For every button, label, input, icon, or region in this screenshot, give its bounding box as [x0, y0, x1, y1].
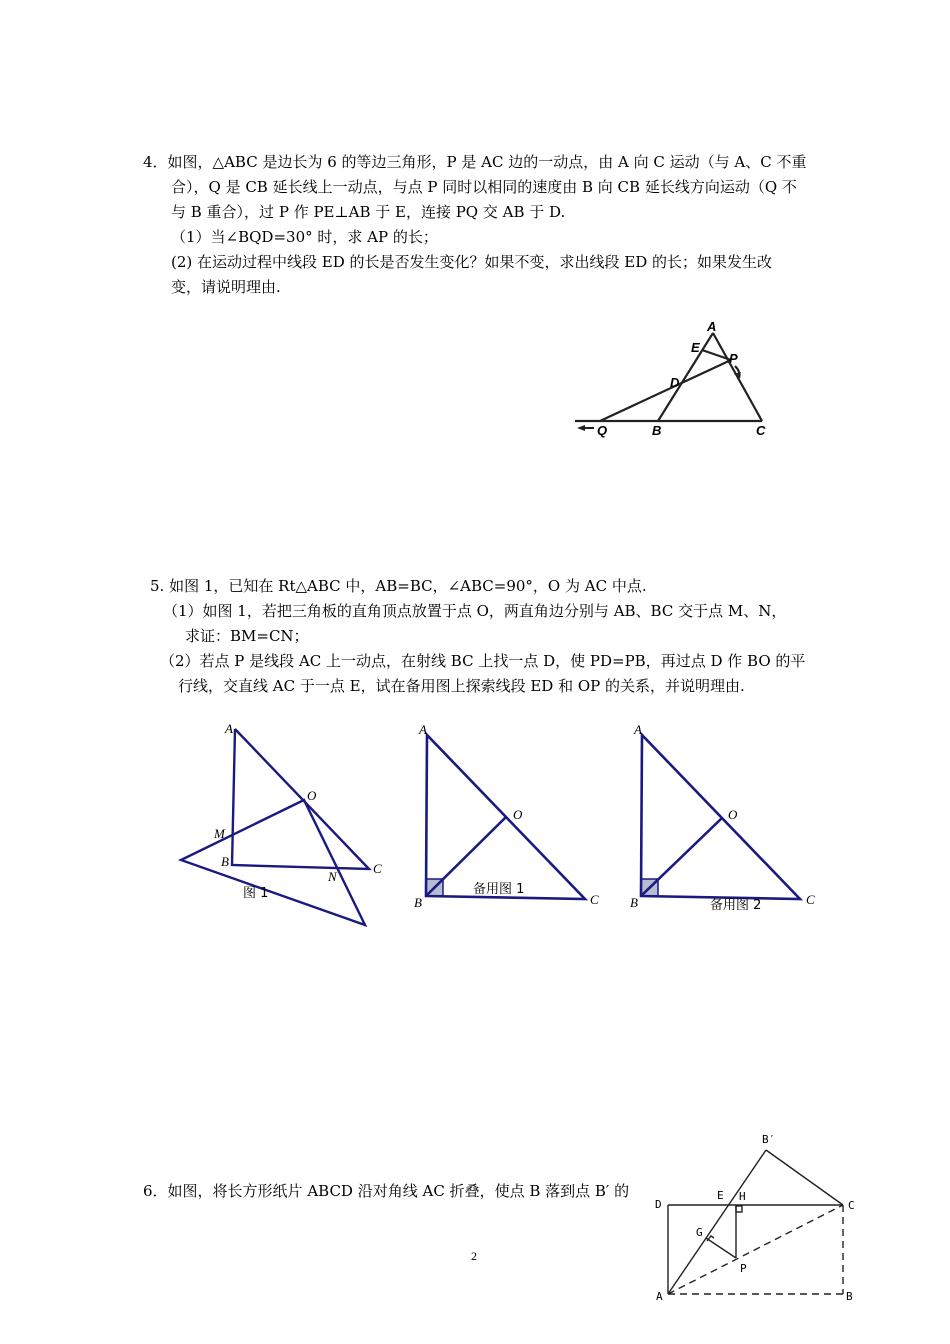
- fig1-label-b: B: [221, 854, 229, 869]
- q4-line-2: 合），Q 是 CB 延长线上一动点，与点 P 同时以相同的速度由 B 向 CB 延长线方向运动（Q 不: [171, 178, 797, 196]
- fig1-label-a: A: [225, 721, 233, 736]
- q6-line-1: 6．如图，将长方形纸片 ABCD 沿对角线 AC 折叠，使点 B 落到点 B′ 的: [143, 1182, 630, 1200]
- q4-line-4: （1）当∠BQD=30° 时，求 AP 的长；: [171, 228, 438, 246]
- fig3-label-a: A: [634, 722, 642, 737]
- fig1-label-m: M: [214, 826, 225, 841]
- fig1-label-n: N: [328, 869, 337, 884]
- q4-line-6: 变，请说明理由.: [171, 278, 281, 296]
- q4-line-1: 4．如图，△ABC 是边长为 6 的等边三角形，P 是 AC 边的一动点，由 A 向 C 运动（与 A、C 不重: [143, 153, 807, 171]
- q5-line-5: 行线，交直线 AC 于一点 E，试在备用图上探索线段 ED 和 OP 的关系，并说明理由.: [178, 677, 745, 695]
- label-d: D: [670, 375, 680, 390]
- fig3-label-c: C: [806, 892, 815, 907]
- label-h: H: [739, 1190, 746, 1203]
- label-d: D: [655, 1198, 662, 1211]
- label-g: G: [696, 1226, 703, 1239]
- label-p: P: [740, 1262, 747, 1275]
- q5-line-4: （2）若点 P 是线段 AC 上一动点，在射线 BC 上找一点 D，使 PD=PB，再过点 D 作 BO 的平: [160, 652, 806, 670]
- fig2-label-b: B: [414, 895, 422, 910]
- q5-line-1: 5. 如图 1，已知在 Rt△ABC 中，AB=BC，∠ABC=90°，O 为 AC 中点.: [150, 577, 647, 595]
- fig1-label-o: O: [307, 788, 317, 803]
- fig2-label-c: C: [590, 892, 599, 907]
- fig2-caption: 备用图 1: [473, 882, 525, 897]
- label-a: A: [656, 1290, 663, 1303]
- fig2-label-a: A: [419, 722, 427, 737]
- fig3-label-o: O: [728, 807, 738, 822]
- fig3-label-b: B: [630, 895, 638, 910]
- q4-line-3: 与 B 重合），过 P 作 PE⊥AB 于 E，连接 PQ 交 AB 于 D.: [171, 203, 566, 221]
- fig1-label-c: C: [373, 861, 382, 876]
- q4-line-5: (2) 在运动过程中线段 ED 的长是否发生变化？如果不变，求出线段 ED 的长；如果发生改: [171, 253, 773, 271]
- page-number: 2: [471, 1249, 477, 1263]
- label-e: E: [691, 340, 700, 355]
- fig3-caption: 备用图 2: [710, 898, 762, 913]
- label-e: E: [717, 1189, 724, 1202]
- label-c: C: [848, 1199, 855, 1212]
- label-a: A: [707, 319, 717, 334]
- q5-line-2: （1）如图 1，若把三角板的直角顶点放置于点 O，两直角边分别与 AB、BC 交于点 M、N，: [163, 602, 787, 620]
- q5-line-3: 求证：BM=CN；: [185, 627, 309, 645]
- label-p: P: [729, 351, 738, 366]
- label-b: B: [652, 423, 662, 438]
- label-b-prime: B′: [762, 1133, 776, 1146]
- label-c: C: [756, 423, 766, 438]
- fig2-label-o: O: [513, 807, 523, 822]
- fig1-caption: 图 1: [243, 886, 269, 901]
- label-q: Q: [597, 423, 608, 438]
- label-b: B: [846, 1290, 853, 1303]
